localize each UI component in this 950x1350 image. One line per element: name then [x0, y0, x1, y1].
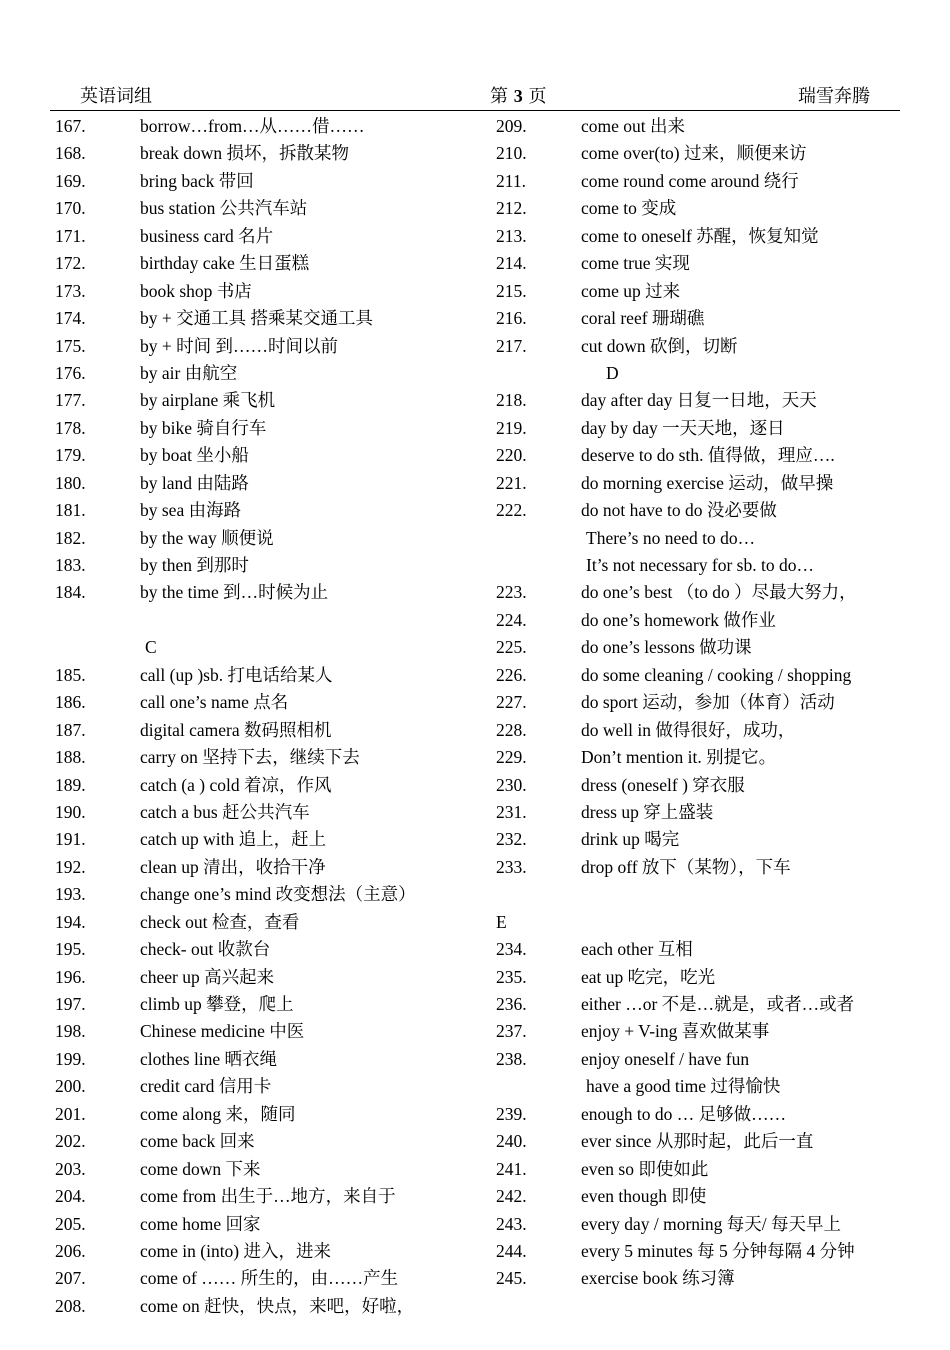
phrase-row [55, 799, 485, 826]
entry-number: 234. [496, 939, 527, 960]
phrase-row [55, 113, 485, 140]
phrase-row [496, 223, 916, 250]
phrase-text: climb up 攀登，爬上 [140, 994, 294, 1014]
phrase-text: Chinese medicine 中医 [140, 1021, 305, 1042]
entry-number: 231. [496, 801, 527, 822]
phrase-text: by + 时间 到……时间以前 [140, 335, 338, 356]
header-page-label [490, 82, 546, 108]
entry-number: 226. [496, 664, 527, 685]
phrase-row [496, 497, 916, 524]
phrase-row [496, 607, 916, 634]
phrase-row [496, 964, 916, 991]
phrase-row [496, 442, 916, 469]
entry-number: 220. [496, 445, 527, 466]
phrase-text: come true 实现 [581, 253, 690, 274]
entry-number: 228. [496, 719, 527, 740]
page-header [50, 82, 900, 111]
entry-number: 191. [55, 829, 86, 850]
phrase-text: drink up 喝完 [581, 829, 680, 850]
phrase-row [496, 305, 916, 332]
entry-number: 192. [55, 856, 86, 877]
entry-number: 203. [55, 1158, 86, 1179]
phrase-text: even so 即使如此 [581, 1158, 709, 1179]
phrase-row [496, 470, 916, 497]
section-letter-row [55, 634, 485, 661]
phrase-text: every day / morning 每天/ 每天早上 [581, 1213, 842, 1234]
page-label-prefix: 第 [490, 86, 514, 107]
phrase-row [496, 799, 916, 826]
entry-number: 179. [55, 445, 86, 466]
phrase-row [55, 689, 485, 716]
phrase-row [496, 1265, 916, 1292]
entry-number: 224. [496, 609, 527, 630]
phrase-row [55, 826, 485, 853]
phrase-row [55, 387, 485, 414]
phrase-text: by then 到那时 [140, 555, 249, 575]
phrase-row [496, 579, 916, 606]
phrase-text: come over(to) 过来，顺便来访 [581, 143, 807, 164]
header-author: 瑞雪奔腾 [798, 86, 870, 107]
phrase-row [55, 854, 485, 881]
entry-number: 211. [496, 170, 526, 191]
phrase-text: each other 互相 [581, 939, 693, 960]
phrase-text: come along 来，随同 [140, 1103, 296, 1124]
phrase-text: There’s no need to do… [586, 527, 756, 548]
entry-number: 201. [55, 1103, 86, 1124]
phrase-row [55, 250, 485, 277]
entry-number: 183. [55, 555, 86, 575]
entry-number: 209. [496, 116, 527, 136]
phrase-text: catch up with 追上，赶上 [140, 829, 327, 850]
phrase-row [55, 415, 485, 442]
phrase-row [496, 140, 916, 167]
phrase-row [55, 662, 485, 689]
phrase-text: enjoy oneself / have fun [581, 1048, 750, 1069]
phrase-row [55, 1183, 485, 1210]
entry-number: 186. [55, 692, 86, 713]
phrase-row [496, 936, 916, 963]
phrase-text: do not have to do 没必要做 [581, 500, 777, 521]
phrase-text: birthday cake 生日蛋糕 [140, 253, 310, 274]
phrase-row [496, 854, 916, 881]
phrase-text: drop off 放下（某物），下车 [581, 856, 791, 877]
entry-number: 218. [496, 390, 527, 411]
phrase-text: come from 出生于…地方，来自于 [140, 1186, 396, 1207]
phrase-text: day by day 一天天地，逐日 [581, 417, 785, 438]
phrase-text: come round come around 绕行 [581, 170, 799, 191]
page-number: 3 [513, 86, 523, 106]
entry-number: 189. [55, 774, 86, 795]
phrase-text: dress up 穿上盛装 [581, 801, 714, 822]
phrase-row [496, 717, 916, 744]
phrase-text: do morning exercise 运动，做早操 [581, 472, 834, 493]
phrase-row [496, 552, 916, 579]
entry-number: 232. [496, 829, 527, 850]
entry-number: 176. [55, 362, 86, 383]
phrase-row [55, 1018, 485, 1045]
phrase-text: enough to do … 足够做…… [581, 1103, 787, 1124]
entry-number: 171. [55, 225, 86, 246]
entry-number: 207. [55, 1268, 86, 1289]
phrase-row [55, 1046, 485, 1073]
phrase-text: borrow…from…从……借…… [140, 116, 365, 136]
entry-number: 242. [496, 1186, 527, 1207]
phrase-text: come on 赶快，快点，来吧，好啦， [140, 1295, 415, 1316]
phrase-text: by + 交通工具 搭乘某交通工具 [140, 308, 373, 329]
phrase-row [55, 1265, 485, 1292]
phrase-row [55, 744, 485, 771]
phrase-row [496, 1211, 916, 1238]
phrase-row [496, 744, 916, 771]
phrase-row [496, 415, 916, 442]
phrase-text: come of …… 所生的，由……产生 [140, 1268, 399, 1289]
phrase-row [496, 1156, 916, 1183]
phrase-text: come home 回家 [140, 1213, 261, 1234]
phrase-text: call (up )sb. 打电话给某人 [140, 664, 333, 685]
phrase-text: It’s not necessary for sb. to do… [586, 555, 814, 575]
phrase-row [496, 387, 916, 414]
phrase-row [55, 717, 485, 744]
phrase-row [55, 470, 485, 497]
phrase-row [55, 305, 485, 332]
phrase-text: Don’t mention it. 别提它。 [581, 747, 777, 768]
phrase-text: by sea 由海路 [140, 500, 242, 521]
header-title: 英语词组 [80, 86, 152, 107]
phrase-text: by the time 到…时候为止 [140, 582, 329, 603]
phrase-text: by boat 坐小船 [140, 445, 249, 466]
phrase-text: come up 过来 [581, 280, 681, 301]
entry-number: 204. [55, 1186, 86, 1207]
phrase-text: either …or 不是…就是，或者…或者 [581, 994, 855, 1014]
phrase-text: check out 检查，查看 [140, 911, 300, 932]
phrase-row [496, 826, 916, 853]
left-column [55, 113, 485, 1320]
phrase-row [55, 140, 485, 167]
phrase-row [55, 1128, 485, 1155]
entry-number: 212. [496, 198, 527, 219]
entry-number: 244. [496, 1240, 527, 1261]
entry-number: 243. [496, 1213, 527, 1234]
phrase-text: credit card 信用卡 [140, 1076, 272, 1097]
entry-number: 208. [55, 1295, 86, 1316]
phrase-row [496, 881, 916, 908]
phrase-text: by airplane 乘飞机 [140, 390, 276, 411]
section-letter-row [496, 909, 916, 936]
entry-number: 190. [55, 801, 86, 822]
entry-number: 235. [496, 966, 527, 987]
phrase-row [55, 552, 485, 579]
entry-number: 197. [55, 994, 86, 1014]
right-column [496, 113, 916, 1293]
entry-number: 214. [496, 253, 527, 274]
section-letter: C [145, 637, 157, 658]
phrase-text: clean up 清出，收拾干净 [140, 856, 326, 877]
entry-number: 240. [496, 1131, 527, 1152]
phrase-row [55, 333, 485, 360]
entry-number: 172. [55, 253, 86, 274]
phrase-row [496, 689, 916, 716]
entry-number: 185. [55, 664, 86, 685]
entry-number: 168. [55, 143, 86, 164]
entry-number: 229. [496, 747, 527, 768]
entry-number: 181. [55, 500, 86, 521]
phrase-row [55, 881, 485, 908]
phrase-row [496, 634, 916, 661]
entry-number: 188. [55, 747, 86, 768]
phrase-row [496, 1183, 916, 1210]
entry-number: 202. [55, 1131, 86, 1152]
phrase-text: deserve to do sth. 值得做，理应…. [581, 445, 835, 466]
entry-number: 238. [496, 1048, 527, 1069]
phrase-text: day after day 日复一日地，天天 [581, 390, 817, 411]
phrase-text: every 5 minutes 每 5 分钟每隔 4 分钟 [581, 1240, 855, 1261]
phrase-text: bring back 带回 [140, 170, 254, 191]
phrase-text: dress (oneself ) 穿衣服 [581, 774, 745, 795]
phrase-row [55, 223, 485, 250]
entry-number: 193. [55, 884, 86, 905]
phrase-row [55, 278, 485, 305]
phrase-text: do one’s lessons 做功课 [581, 637, 752, 658]
phrase-row [55, 168, 485, 195]
entry-number: 236. [496, 994, 527, 1014]
entry-number: 230. [496, 774, 527, 795]
phrase-text: eat up 吃完，吃光 [581, 966, 716, 987]
phrase-text: book shop 书店 [140, 280, 252, 301]
phrase-text: coral reef 珊瑚礁 [581, 308, 705, 329]
section-letter-row [496, 360, 916, 387]
phrase-row [55, 909, 485, 936]
entry-number: 213. [496, 225, 527, 246]
entry-number: 177. [55, 390, 86, 411]
phrase-text: business card 名片 [140, 225, 274, 246]
phrase-text: break down 损坏，拆散某物 [140, 143, 349, 164]
entry-number: 174. [55, 308, 86, 329]
entry-number: 195. [55, 939, 86, 960]
phrase-text: check- out 收款台 [140, 939, 271, 960]
phrase-row [55, 1211, 485, 1238]
entry-number: 180. [55, 472, 86, 493]
phrase-text: carry on 坚持下去，继续下去 [140, 747, 360, 768]
phrase-text: cut down 砍倒，切断 [581, 335, 738, 356]
phrase-row [55, 195, 485, 222]
phrase-text: come in (into) 进入，进来 [140, 1240, 332, 1261]
entry-number: 222. [496, 500, 527, 521]
phrase-text: clothes line 晒衣绳 [140, 1048, 278, 1069]
phrase-text: have a good time 过得愉快 [586, 1076, 781, 1097]
phrase-row [496, 662, 916, 689]
phrase-text: cheer up 高兴起来 [140, 966, 275, 987]
phrase-row [496, 1018, 916, 1045]
phrase-text: ever since 从那时起，此后一直 [581, 1131, 814, 1152]
phrase-row [55, 1238, 485, 1265]
phrase-text: do well in 做得很好，成功， [581, 719, 796, 740]
phrase-row [496, 1073, 916, 1100]
phrase-row [55, 1101, 485, 1128]
phrase-text: by air 由航空 [140, 362, 238, 383]
phrase-row [55, 525, 485, 552]
entry-number: 169. [55, 170, 86, 191]
phrase-row [496, 525, 916, 552]
entry-number: 221. [496, 472, 527, 493]
entry-number: 175. [55, 335, 86, 356]
phrase-text: by land 由陆路 [140, 472, 249, 493]
phrase-text: do one’s best （to do ）尽最大努力， [581, 582, 857, 603]
phrase-text: digital camera 数码照相机 [140, 719, 332, 740]
phrase-row [496, 1101, 916, 1128]
entry-number: 223. [496, 582, 527, 603]
entry-number: 237. [496, 1021, 527, 1042]
phrase-text: do sport 运动，参加（体育）活动 [581, 692, 835, 713]
phrase-row [55, 964, 485, 991]
entry-number: 225. [496, 637, 527, 658]
phrase-text: even though 即使 [581, 1186, 707, 1207]
entry-number: 217. [496, 335, 527, 356]
phrase-row [496, 1128, 916, 1155]
phrase-row [55, 1073, 485, 1100]
phrase-text: by bike 骑自行车 [140, 417, 267, 438]
entry-number: 199. [55, 1048, 86, 1069]
phrase-text: come to oneself 苏醒，恢复知觉 [581, 225, 819, 246]
phrase-row [55, 360, 485, 387]
entry-number: 233. [496, 856, 527, 877]
phrase-row [55, 1293, 485, 1320]
phrase-text: come out 出来 [581, 116, 686, 136]
entry-number: 194. [55, 911, 86, 932]
entry-number: 178. [55, 417, 86, 438]
phrase-row [55, 579, 485, 606]
entry-number: 216. [496, 308, 527, 329]
entry-number: 241. [496, 1158, 527, 1179]
phrase-text: enjoy + V-ing 喜欢做某事 [581, 1021, 770, 1042]
phrase-row [55, 936, 485, 963]
entry-number: 205. [55, 1213, 86, 1234]
phrase-text: change one’s mind 改变想法（主意） [140, 884, 416, 905]
phrase-row [496, 195, 916, 222]
entry-number: 245. [496, 1268, 527, 1289]
entry-number: 173. [55, 280, 86, 301]
entry-number: 182. [55, 527, 86, 548]
phrase-row [496, 113, 916, 140]
phrase-row [55, 772, 485, 799]
entry-number: 200. [55, 1076, 86, 1097]
entry-number: 215. [496, 280, 527, 301]
phrase-row [496, 1046, 916, 1073]
phrase-text: come back 回来 [140, 1131, 255, 1152]
entry-number: 170. [55, 198, 86, 219]
section-letter: E [496, 911, 507, 932]
section-letter: D [606, 362, 619, 383]
phrase-text: exercise book 练习簿 [581, 1268, 735, 1289]
phrase-row [55, 1156, 485, 1183]
entry-number: 187. [55, 719, 86, 740]
entry-number: 167. [55, 116, 86, 136]
entry-number: 196. [55, 966, 86, 987]
entry-number: 239. [496, 1103, 527, 1124]
phrase-text: come down 下来 [140, 1158, 261, 1179]
page-label-suffix: 页 [522, 86, 547, 107]
phrase-text: by the way 顺便说 [140, 527, 274, 548]
phrase-row [55, 991, 485, 1018]
entry-number: 227. [496, 692, 527, 713]
phrase-row [496, 1238, 916, 1265]
phrase-row [55, 497, 485, 524]
phrase-text: do some cleaning / cooking / shopping [581, 664, 852, 685]
phrase-text: catch (a ) cold 着凉，作风 [140, 774, 332, 795]
phrase-text: come to 变成 [581, 198, 677, 219]
phrase-row [55, 442, 485, 469]
entry-number: 206. [55, 1240, 86, 1261]
entry-number: 184. [55, 582, 86, 603]
entry-number: 210. [496, 143, 527, 164]
phrase-row [496, 168, 916, 195]
phrase-text: do one’s homework 做作业 [581, 609, 776, 630]
phrase-row [496, 772, 916, 799]
phrase-text: bus station 公共汽车站 [140, 198, 308, 219]
phrase-row [496, 991, 916, 1018]
phrase-row [496, 333, 916, 360]
entry-number: 219. [496, 417, 527, 438]
phrase-text: catch a bus 赶公共汽车 [140, 801, 310, 822]
phrase-row [496, 250, 916, 277]
phrase-text: call one’s name 点名 [140, 692, 289, 713]
entry-number: 198. [55, 1021, 86, 1042]
phrase-row [55, 607, 485, 634]
phrase-row [496, 278, 916, 305]
